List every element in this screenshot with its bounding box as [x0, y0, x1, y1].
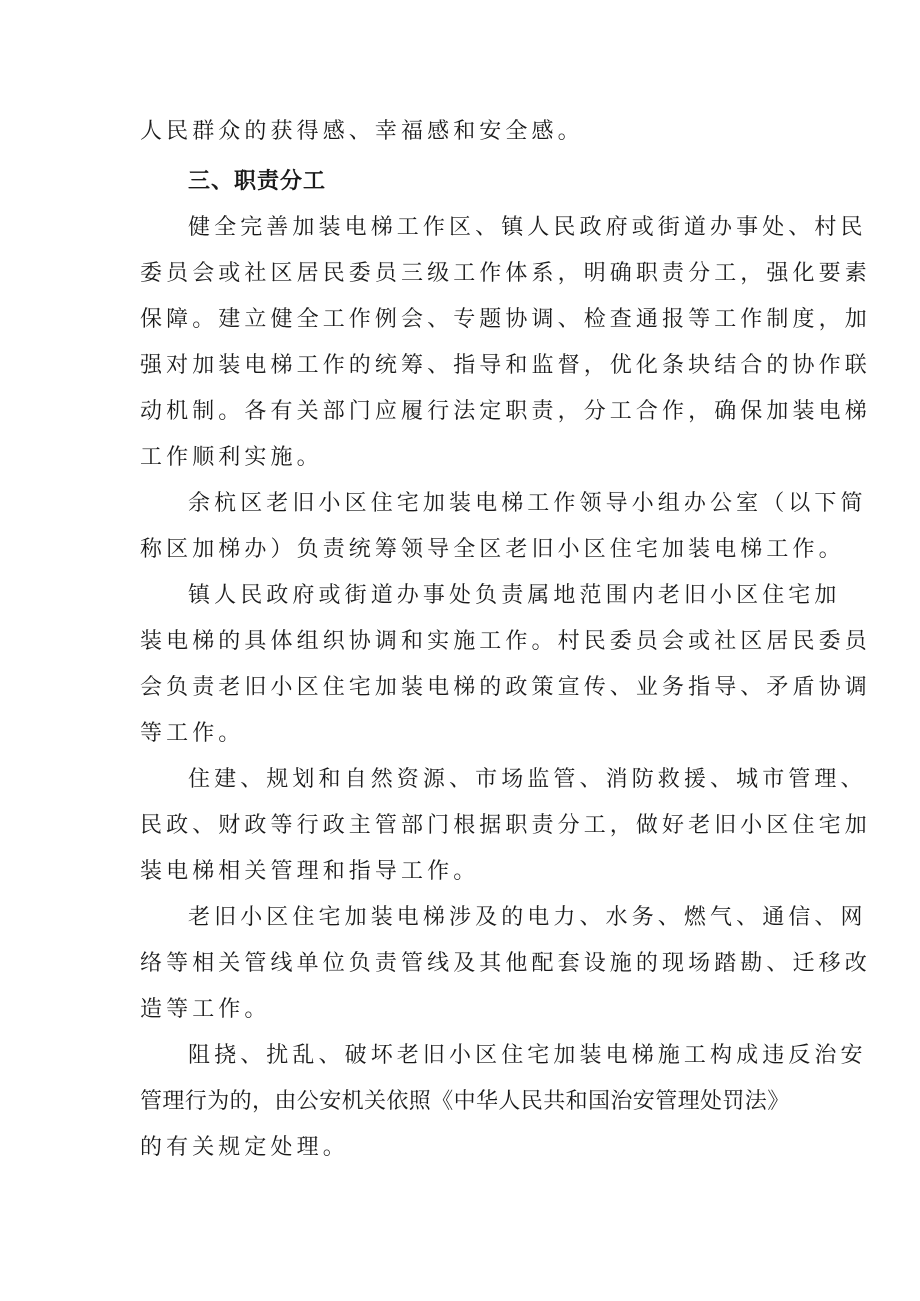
- paragraph-2-line-1: 余杭区老旧小区住宅加装电梯工作领导小组办公室（以下简: [188, 491, 867, 516]
- paragraph-4-line-1: 住建、规划和自然资源、市场监管、消防救援、城市管理、: [188, 767, 867, 792]
- paragraph-3-line-1: 镇人民政府或街道办事处负责属地范围内老旧小区住宅加: [188, 583, 841, 608]
- paragraph-4-line-3: 装电梯相关管理和指导工作。: [140, 859, 480, 884]
- paragraph-1-line-2: 委员会或社区居民委员三级工作体系，明确职责分工，强化要素: [140, 261, 871, 286]
- paragraph-1-line-5: 动机制。各有关部门应履行法定职责，分工合作，确保加装电梯: [140, 399, 871, 424]
- paragraph-5-line-3: 造等工作。: [140, 997, 271, 1022]
- paragraph-6-line-3: 的有关规定处理。: [140, 1135, 349, 1160]
- paragraph-1-line-1: 健全完善加装电梯工作区、镇人民政府或街道办事处、村民: [188, 215, 867, 240]
- paragraph-6-line-1: 阻挠、扰乱、破坏老旧小区住宅加装电梯施工构成违反治安: [188, 1043, 867, 1068]
- paragraph-1-line-4: 强对加装电梯工作的统筹、指导和监督，优化条块结合的协作联: [140, 353, 871, 378]
- paragraph-1-line-6: 工作顺利实施。: [140, 445, 323, 470]
- paragraph-3-line-3: 会负责老旧小区住宅加装电梯的政策宣传、业务指导、矛盾协调: [140, 675, 871, 700]
- paragraph-3-line-2: 装电梯的具体组织协调和实施工作。村民委员会或社区居民委员: [140, 629, 871, 654]
- section-heading: 三、职责分工: [188, 169, 327, 194]
- paragraph-6-line-2: 管理行为的，由公安机关依照《中华人民共和国治安管理处罚法》: [140, 1089, 790, 1114]
- text-line-1: 人民群众的获得感、幸福感和安全感。: [140, 119, 584, 144]
- paragraph-3-line-4: 等工作。: [140, 721, 245, 746]
- paragraph-5-line-1: 老旧小区住宅加装电梯涉及的电力、水务、燃气、通信、网: [188, 905, 867, 930]
- paragraph-2-line-2: 称区加梯办）负责统筹领导全区老旧小区住宅加装电梯工作。: [140, 537, 845, 562]
- paragraph-1-line-3: 保障。建立健全工作例会、专题协调、检查通报等工作制度，加: [140, 307, 871, 332]
- paragraph-5-line-2: 络等相关管线单位负责管线及其他配套设施的现场踏勘、迁移改: [140, 951, 871, 976]
- paragraph-4-line-2: 民政、财政等行政主管部门根据职责分工，做好老旧小区住宅加: [140, 813, 871, 838]
